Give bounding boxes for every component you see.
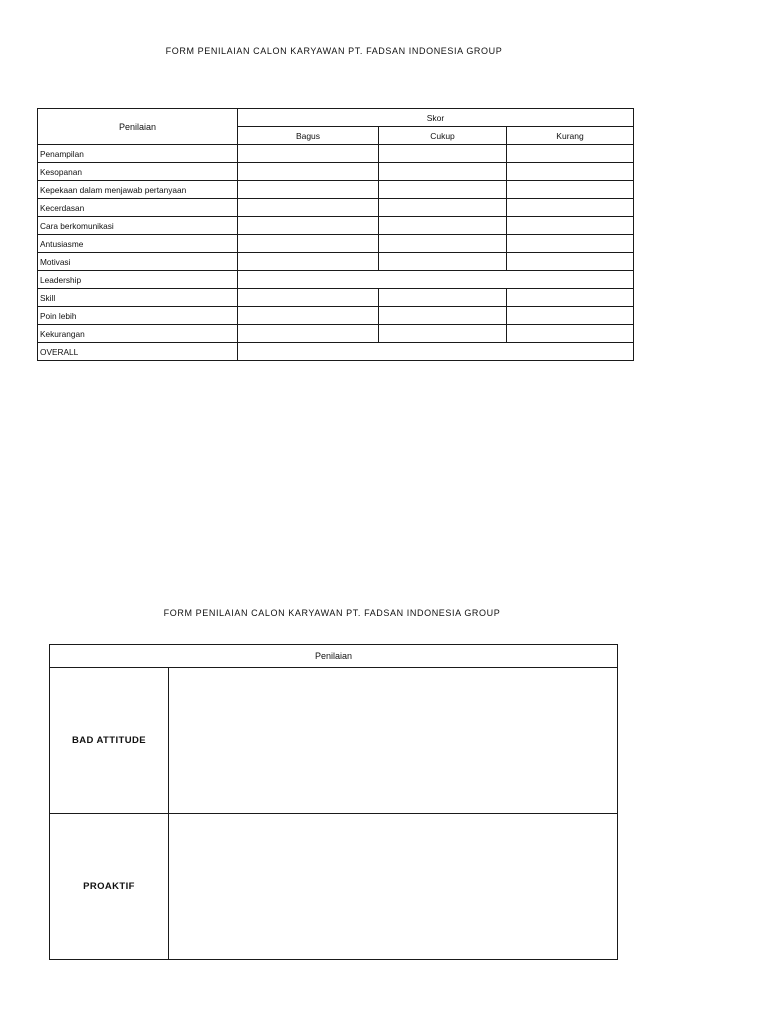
bagus-cell[interactable]	[238, 325, 379, 343]
criteria-label: Cara berkomunikasi	[38, 217, 238, 235]
criteria-label: OVERALL	[38, 343, 238, 361]
score-table	[37, 108, 634, 361]
table-row	[38, 181, 634, 199]
kurang-cell[interactable]	[507, 235, 634, 253]
table-row	[38, 253, 634, 271]
table-row	[50, 668, 618, 814]
table-row	[38, 325, 634, 343]
kurang-cell[interactable]	[507, 325, 634, 343]
kurang-cell[interactable]	[507, 145, 634, 163]
table-row	[38, 145, 634, 163]
bad-attitude-label: BAD ATTITUDE	[50, 668, 169, 814]
skor-header: Skor	[238, 109, 634, 127]
criteria-label: Penampilan	[38, 145, 238, 163]
criteria-label: Kekurangan	[38, 325, 238, 343]
bagus-cell[interactable]	[238, 253, 379, 271]
bagus-cell[interactable]	[238, 163, 379, 181]
criteria-label: Skill	[38, 289, 238, 307]
table-row	[38, 307, 634, 325]
leadership-cell[interactable]	[238, 271, 634, 289]
cukup-cell[interactable]	[379, 253, 507, 271]
criteria-label: Motivasi	[38, 253, 238, 271]
cukup-header: Cukup	[379, 127, 507, 145]
bagus-cell[interactable]	[238, 199, 379, 217]
bagus-cell[interactable]	[238, 289, 379, 307]
cukup-cell[interactable]	[379, 235, 507, 253]
bagus-cell[interactable]	[238, 217, 379, 235]
kurang-cell[interactable]	[507, 307, 634, 325]
table-row	[38, 217, 634, 235]
table-row	[50, 814, 618, 960]
overall-cell[interactable]	[238, 343, 634, 361]
proaktif-label: PROAKTIF	[50, 814, 169, 960]
penilaian-header: Penilaian	[38, 109, 238, 145]
table-row	[38, 289, 634, 307]
cukup-cell[interactable]	[379, 199, 507, 217]
table-row	[38, 271, 634, 289]
penilaian-header: Penilaian	[50, 645, 618, 668]
cukup-cell[interactable]	[379, 307, 507, 325]
bagus-header: Bagus	[238, 127, 379, 145]
cukup-cell[interactable]	[379, 163, 507, 181]
attitude-table	[49, 644, 618, 960]
kurang-header: Kurang	[507, 127, 634, 145]
criteria-label: Leadership	[38, 271, 238, 289]
criteria-label: Kepekaan dalam menjawab pertanyaan	[38, 181, 238, 199]
kurang-cell[interactable]	[507, 217, 634, 235]
bagus-cell[interactable]	[238, 181, 379, 199]
form-title: FORM PENILAIAN CALON KARYAWAN PT. FADSAN INDONESIA GROUP	[165, 46, 503, 56]
bad-attitude-notes[interactable]	[169, 668, 618, 814]
form-title-2: FORM PENILAIAN CALON KARYAWAN PT. FADSAN INDONESIA GROUP	[163, 608, 501, 618]
proaktif-notes[interactable]	[169, 814, 618, 960]
bagus-cell[interactable]	[238, 235, 379, 253]
kurang-cell[interactable]	[507, 181, 634, 199]
kurang-cell[interactable]	[507, 253, 634, 271]
cukup-cell[interactable]	[379, 289, 507, 307]
bagus-cell[interactable]	[238, 307, 379, 325]
cukup-cell[interactable]	[379, 145, 507, 163]
table-row	[38, 199, 634, 217]
cukup-cell[interactable]	[379, 181, 507, 199]
kurang-cell[interactable]	[507, 199, 634, 217]
table-row	[38, 343, 634, 361]
table-row	[38, 235, 634, 253]
cukup-cell[interactable]	[379, 325, 507, 343]
bagus-cell[interactable]	[238, 145, 379, 163]
kurang-cell[interactable]	[507, 289, 634, 307]
criteria-label: Kecerdasan	[38, 199, 238, 217]
criteria-label: Kesopanan	[38, 163, 238, 181]
criteria-label: Antusiasme	[38, 235, 238, 253]
table-row	[38, 163, 634, 181]
cukup-cell[interactable]	[379, 217, 507, 235]
kurang-cell[interactable]	[507, 163, 634, 181]
criteria-label: Poin lebih	[38, 307, 238, 325]
